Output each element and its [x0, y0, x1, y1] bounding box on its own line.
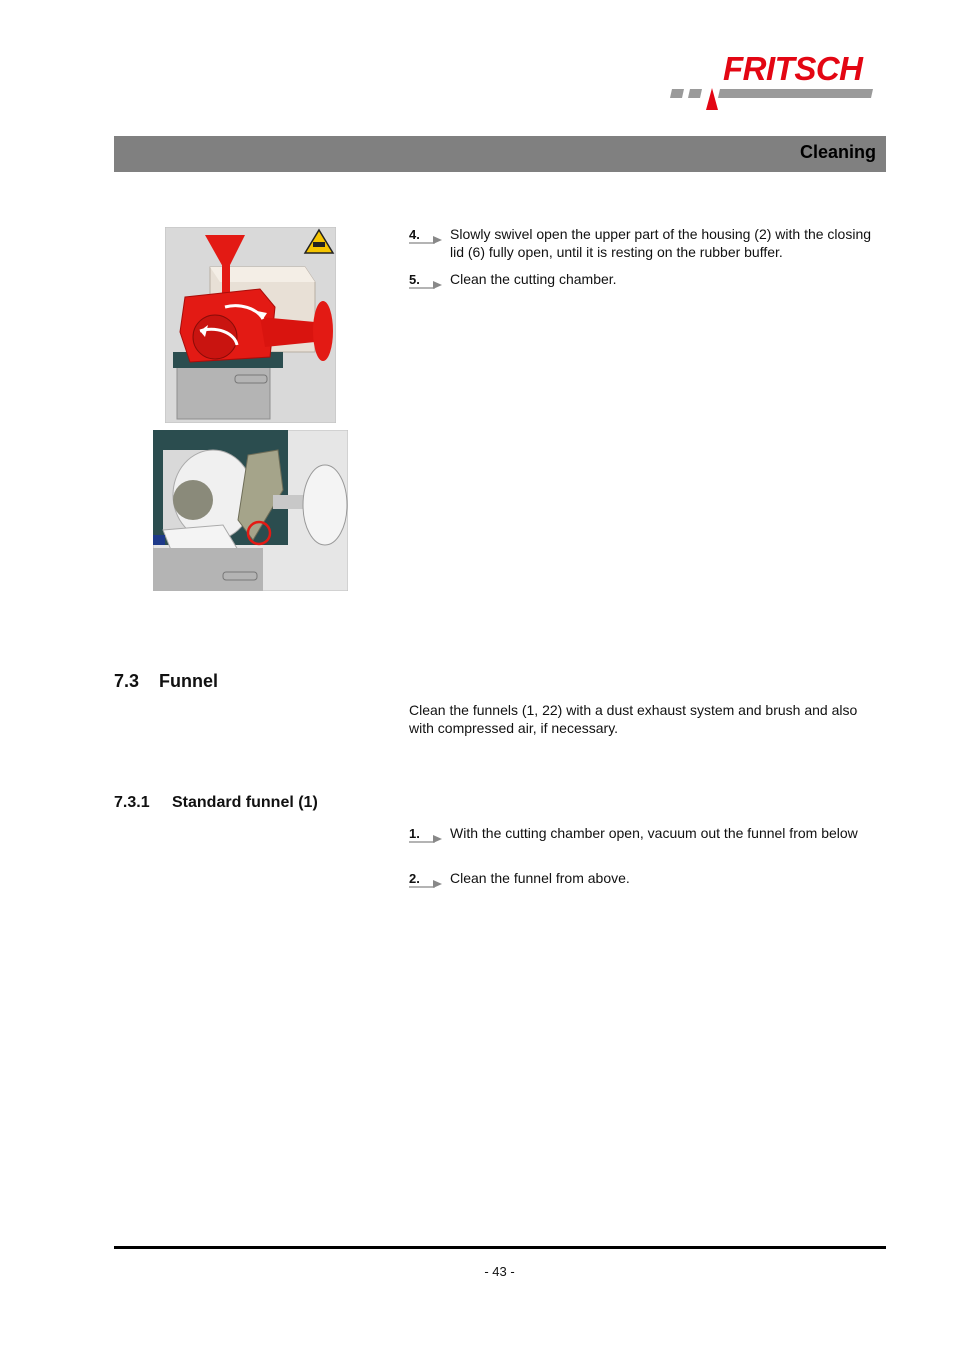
- step-arrow-icon: [409, 831, 443, 843]
- heading-number: 7.3: [114, 671, 140, 691]
- section-header-bar: [114, 136, 886, 172]
- step-text: Slowly swivel open the upper part of the housing (2) with the closing lid (6) fully open, until it is resting on the rubber buffer.: [450, 226, 872, 260]
- heading-number: 7.3.1: [114, 794, 150, 811]
- heading-7-3-1: [114, 794, 318, 812]
- page-number: - 43 -: [484, 1264, 515, 1279]
- step-text: Clean the cutting chamber.: [450, 271, 617, 287]
- step-arrow-icon: [409, 876, 443, 888]
- step-item: [409, 825, 879, 843]
- figure-cutting-chamber: [153, 430, 348, 591]
- step-item: [409, 271, 879, 289]
- step-text: Clean the funnel from above.: [450, 870, 630, 886]
- brand-name: FRITSCH: [723, 50, 863, 87]
- footer-rule: [114, 1246, 886, 1249]
- section-title: Cleaning: [799, 142, 876, 162]
- figure-housing-open: [165, 227, 336, 423]
- heading-title: Standard funnel (1): [172, 794, 318, 811]
- step-number: 2.: [409, 871, 420, 886]
- fritsch-logo: [668, 52, 890, 112]
- heading-title: Funnel: [159, 671, 218, 691]
- step-item: [409, 870, 879, 888]
- funnel-paragraph: Clean the funnels (1, 22) with a dust exhaust system and brush and also with compressed air, if necessary.: [409, 702, 858, 736]
- heading-7-3: [114, 671, 218, 692]
- step-arrow-icon: [409, 232, 443, 244]
- step-text: With the cutting chamber open, vacuum out the funnel from below: [450, 825, 858, 841]
- step-number: 5.: [409, 272, 420, 287]
- step-item: [409, 226, 879, 261]
- step-arrow-icon: [409, 277, 443, 289]
- step-number: 1.: [409, 826, 420, 841]
- step-number: 4.: [409, 227, 420, 242]
